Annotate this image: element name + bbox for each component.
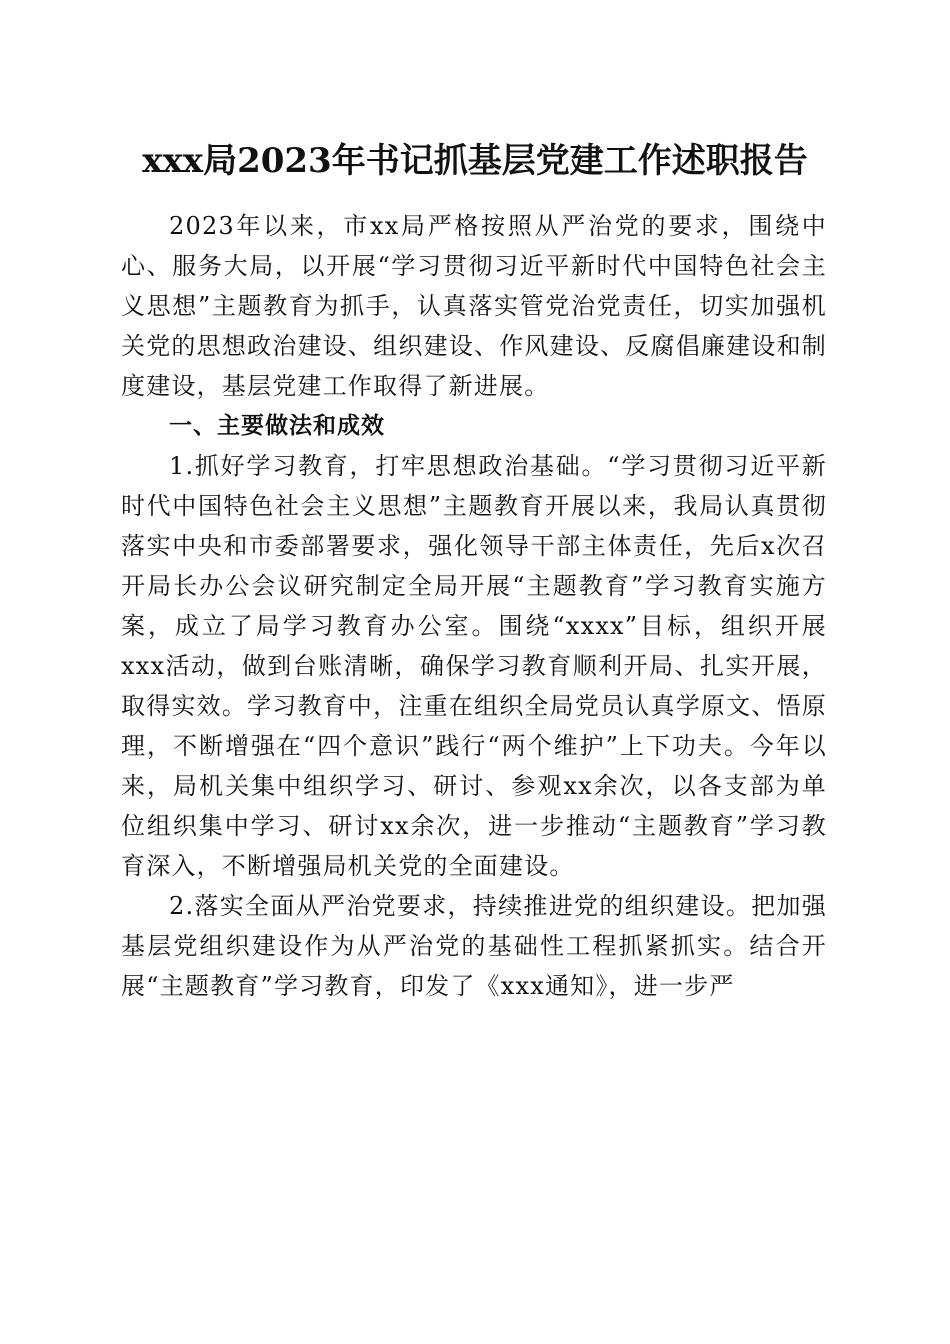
paragraph-1: 1.抓好学习教育，打牢思想政治基础。“学习贯彻习近平新时代中国特色社会主义思想”主题教育开展以来，我局认真贯彻落实中央和市委部署要求，强化领导干部主体责任，先后x次召开局长办公会议研究制定全局开展“主题教育”学习教育实施方案，成立了局学习教育办公室。围绕“xxxx”目标，组织开展xxx活动，做到台账清晰，确保学习教育顺利开局、扎实开展，取得实效。学习教育中，注重在组织全局党员认真学原文、悟原理，不断增强在“四个意识”践行“两个维护”上下功夫。今年以来，局机关集中组织学习、研讨、参观xx余次，以各支部为单位组织集中学习、研讨xx余次，进一步推动“主题教育”学习教育深入，不断增强局机关党的全面建设。	[121, 452, 827, 880]
document-body	[121, 206, 827, 1006]
intro-paragraph: 2023年以来，市xx局严格按照从严治党的要求，围绕中心、服务大局，以开展“学习贯彻习近平新时代中国特色社会主义思想”主题教育为抓手，认真落实管党治党责任，切实加强机关党的思想政治建设、组织建设、作风建设、反腐倡廉建设和制度建设，基层党建工作取得了新进展。	[121, 212, 827, 400]
document-title: xxx局2023年书记抓基层党建工作述职报告	[142, 141, 808, 181]
section-heading: 一、主要做法和成效	[169, 413, 385, 439]
paragraph-2: 2.落实全面从严治党要求，持续推进党的组织建设。把加强基层党组织建设作为从严治党的基础性工程抓紧抓实。结合开展“主题教育”学习教育，印发了《xxx通知》，进一步严	[121, 892, 827, 1000]
